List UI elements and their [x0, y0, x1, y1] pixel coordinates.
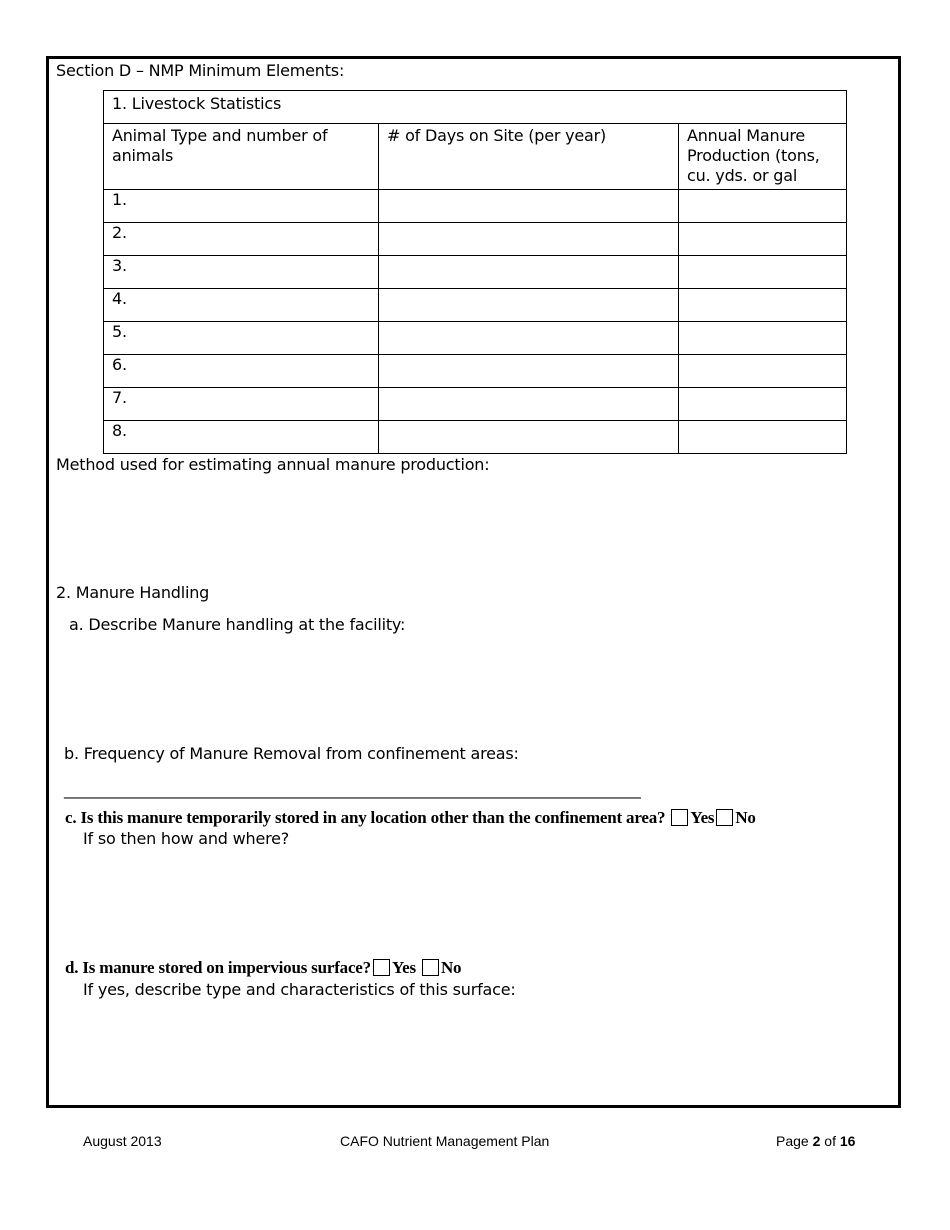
- d-no-checkbox[interactable]: [422, 959, 439, 976]
- method-label: Method used for estimating annual manure production:: [56, 455, 490, 474]
- days-cell[interactable]: [379, 256, 679, 289]
- livestock-heading: 1. Livestock Statistics: [104, 91, 847, 124]
- livestock-table: [103, 90, 847, 454]
- question-c-text: c. Is this manure temporarily stored in any location other than the confinement area?: [65, 808, 666, 827]
- section-title: Section D – NMP Minimum Elements:: [56, 61, 345, 80]
- manure-cell[interactable]: [679, 421, 847, 454]
- manure-cell[interactable]: [679, 190, 847, 223]
- row-label: 7.: [104, 388, 379, 421]
- days-cell[interactable]: [379, 190, 679, 223]
- days-cell[interactable]: [379, 388, 679, 421]
- row-label: 1.: [104, 190, 379, 223]
- manure-cell[interactable]: [679, 388, 847, 421]
- page-of: of: [820, 1133, 840, 1149]
- question-c-followup: If so then how and where?: [83, 829, 290, 848]
- question-d: [65, 958, 461, 978]
- footer-date: August 2013: [83, 1133, 162, 1149]
- describe-handling-label: a. Describe Manure handling at the facility:: [69, 615, 406, 634]
- row-label: 6.: [104, 355, 379, 388]
- d-yes-label: Yes: [391, 958, 416, 977]
- row-label: 3.: [104, 256, 379, 289]
- c-yes-checkbox[interactable]: [671, 809, 688, 826]
- column-header-annual-manure: Annual Manure Production (tons, cu. yds. or gal: [679, 124, 847, 190]
- c-no-checkbox[interactable]: [716, 809, 733, 826]
- removal-frequency-label: b. Frequency of Manure Removal from confinement areas:: [64, 744, 519, 763]
- column-header-animal-type: Animal Type and number of animals: [104, 124, 379, 190]
- d-yes-checkbox[interactable]: [373, 959, 390, 976]
- days-cell[interactable]: [379, 355, 679, 388]
- manure-cell[interactable]: [679, 355, 847, 388]
- days-cell[interactable]: [379, 421, 679, 454]
- manure-handling-heading: 2. Manure Handling: [56, 583, 210, 602]
- question-d-text: d. Is manure stored on impervious surface?: [65, 958, 371, 977]
- question-c: [65, 808, 756, 828]
- manure-cell[interactable]: [679, 289, 847, 322]
- days-cell[interactable]: [379, 289, 679, 322]
- page-total: 16: [839, 1133, 856, 1149]
- page-prefix: Page: [776, 1133, 813, 1149]
- row-label: 8.: [104, 421, 379, 454]
- question-d-followup: If yes, describe type and characteristics of this surface:: [83, 980, 516, 999]
- column-header-days-on-site: # of Days on Site (per year): [379, 124, 679, 190]
- days-cell[interactable]: [379, 322, 679, 355]
- days-cell[interactable]: [379, 223, 679, 256]
- page-current: 2: [812, 1133, 821, 1149]
- manure-cell[interactable]: [679, 322, 847, 355]
- manure-cell[interactable]: [679, 223, 847, 256]
- row-label: 2.: [104, 223, 379, 256]
- c-yes-label: Yes: [690, 808, 715, 827]
- d-no-label: No: [440, 958, 462, 977]
- answer-line[interactable]: _______________________________________________________________________________: [64, 781, 641, 799]
- manure-cell[interactable]: [679, 256, 847, 289]
- row-label: 4.: [104, 289, 379, 322]
- c-no-label: No: [735, 808, 756, 827]
- row-label: 5.: [104, 322, 379, 355]
- footer-title: CAFO Nutrient Management Plan: [340, 1133, 550, 1149]
- footer-page-number: [776, 1133, 855, 1149]
